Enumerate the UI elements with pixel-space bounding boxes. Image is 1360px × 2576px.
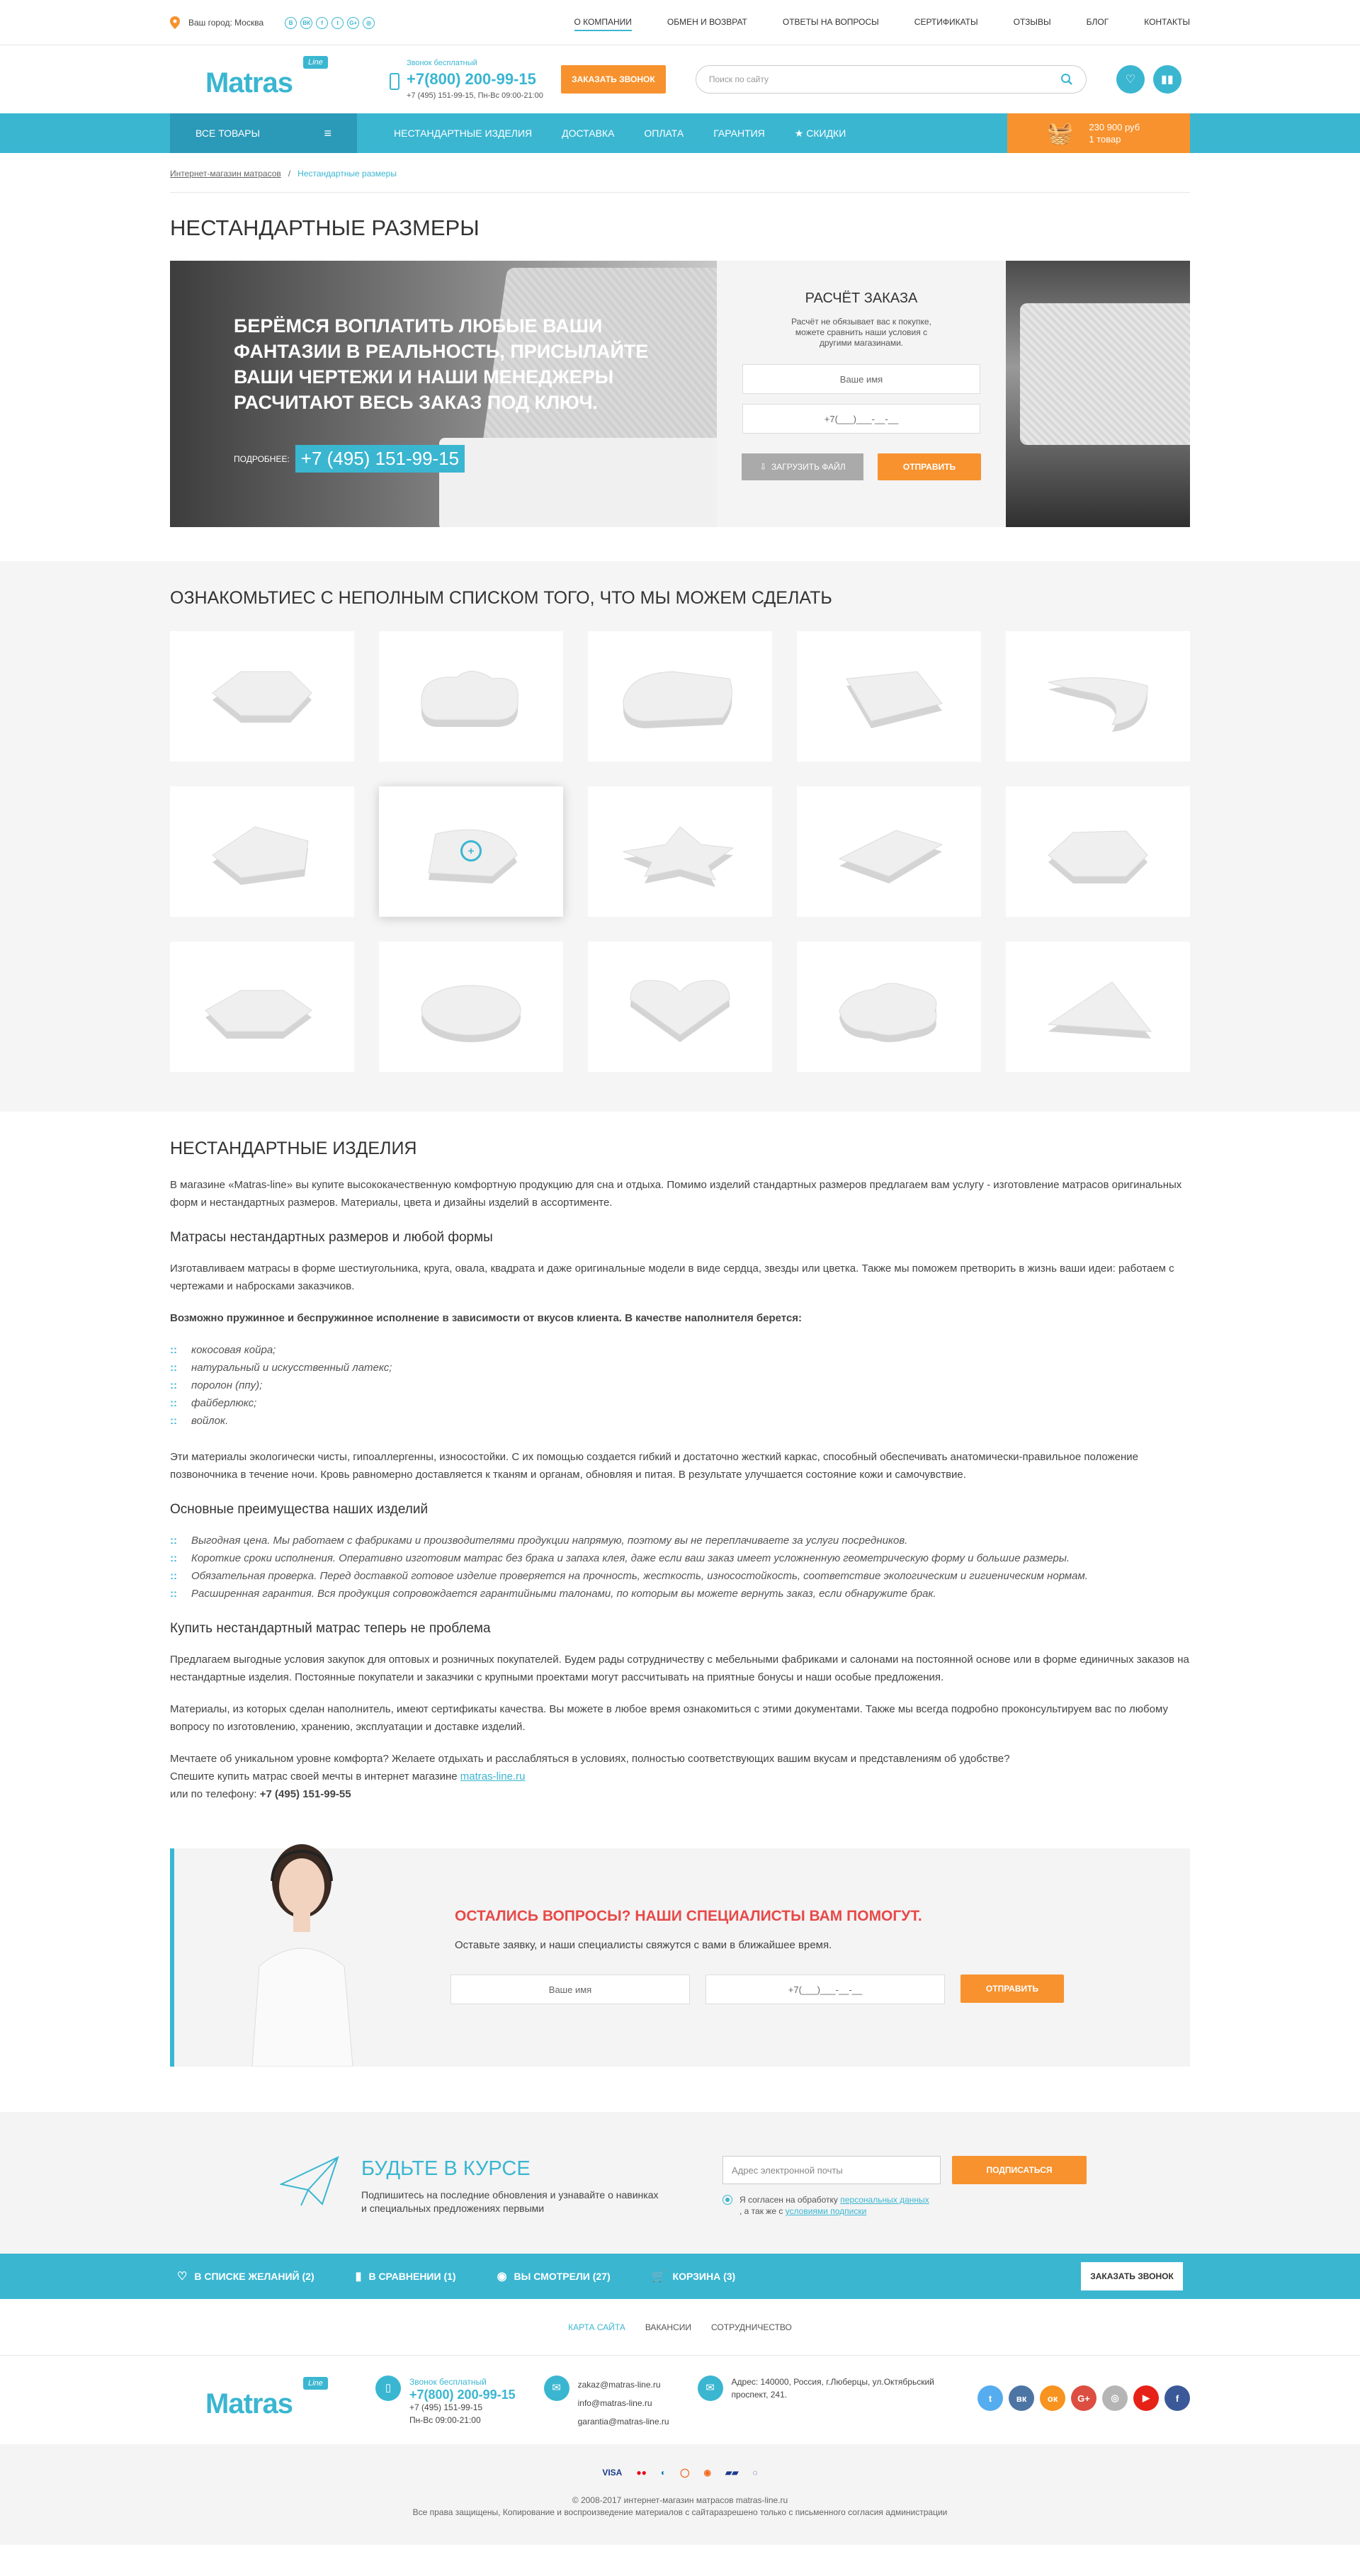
shop-link[interactable]: matras-line.ru: [460, 1770, 526, 1783]
article-cert-text: Материалы, из которых сделан наполнитель, имеют сертификаты качества. Вы можете в любое время ознакомиться с этими документами. Также мы всегда подробно проконсультируем вас по любому вопросу по изготовлению, хранению, эксплуатации и доставке изделий.: [170, 1703, 1168, 1733]
hero-more-label: ПОДРОБНЕЕ:: [234, 453, 290, 464]
header: [0, 45, 1360, 113]
list-item: :: Расширенная гарантия. Вся продукция сопровождается гарантийными талонами, по которым вы можете вернуть заказ, если обнаружите брак.: [170, 1585, 1190, 1603]
bottom-wishlist-label: В СПИСКЕ ЖЕЛАНИЙ (2): [194, 2271, 314, 2282]
header-phone-block: [390, 59, 543, 100]
facebook-icon[interactable]: f: [1164, 2385, 1190, 2411]
footer-hours: Пн-Вс 09:00-21:00: [409, 2415, 481, 2425]
mattress-pentagon-image: [184, 806, 340, 898]
article-wholesale-text: Предлагаем выгодные условия закупок для оптовых и розничных покупателей. Будем рады сотрудничеству с мебельными фабриками и салонами на постоянной основе или в форме единичных заказов на нестандартные изделия. Постоянные покупатели и заказчики с крупными проектами могут рассчитывать на приятные бонусы и наши особые предложения.: [170, 1654, 1189, 1683]
mattress-hexagon-3-image: [184, 961, 340, 1053]
personal-data-link[interactable]: персональных данных: [840, 2195, 929, 2205]
compare-icon[interactable]: ▮▮: [1153, 65, 1182, 94]
gallery-item[interactable]: [170, 786, 354, 917]
mattress-cloud-image: [393, 650, 549, 742]
phone-line-text: или по телефону:: [170, 1788, 260, 1800]
calc-title: РАСЧЁТ ЗАКАЗА: [805, 290, 918, 306]
calc-name-field[interactable]: Ваше имя: [742, 364, 980, 394]
article: [170, 1112, 1190, 2067]
footer-phone-label: Звонок бесплатный: [409, 2377, 487, 2387]
article-forms-text: Изготавливаем матрасы в форме шестиугольника, круга, овала, квадрата и даже оригинальные модели в виде сердца, звезды или цветка. Также мы поможем претворить в жизнь ваши идеи: работаем с чертежами и набросками заказчиков.: [170, 1262, 1174, 1292]
cart-count: 1 товар: [1089, 134, 1121, 145]
all-goods-label: ВСЕ ТОВАРЫ: [196, 128, 260, 139]
gallery-item[interactable]: [588, 631, 772, 762]
bottom-viewed[interactable]: [497, 2269, 611, 2283]
star-icon: ★: [794, 127, 807, 139]
payment-methods: [0, 2467, 1360, 2479]
breadcrumb-home[interactable]: Интернет-магазин матрасов: [170, 169, 281, 179]
hero-phone[interactable]: +7 (495) 151-99-15: [295, 445, 465, 473]
cart-icon: 🛒: [651, 2271, 666, 2283]
paper-plane-icon: [280, 2156, 339, 2207]
facebook-icon[interactable]: f: [316, 17, 328, 29]
footer-emails: [544, 2376, 669, 2431]
hero-more: [234, 445, 465, 473]
list-item: :: войлок.: [170, 1412, 1190, 1430]
menu-item-nonstandard[interactable]: НЕСТАНДАРТНЫЕ ИЗДЕЛИЯ: [394, 127, 533, 139]
payment-icon: ◌: [752, 2468, 758, 2478]
footer-logo[interactable]: [205, 2376, 361, 2425]
mattress-heart-image: [602, 961, 758, 1053]
order-call-button[interactable]: ЗАКАЗАТЬ ЗВОНОК: [561, 65, 666, 94]
upload-label: ЗАГРУЗИТЬ ФАЙЛ: [771, 462, 846, 472]
gallery-item[interactable]: [797, 786, 981, 917]
breadcrumb: [170, 153, 1190, 193]
instagram-icon[interactable]: ◎: [363, 17, 375, 29]
calc-phone-field[interactable]: +7(___)___-__-__: [742, 404, 980, 434]
article-phone-line: [170, 1785, 1190, 1803]
google-plus-icon[interactable]: G+: [347, 17, 359, 29]
top-nav: [574, 14, 1190, 31]
odnoklassniki-icon[interactable]: ок: [1040, 2385, 1065, 2411]
phone-number[interactable]: +7(800) 200-99-15: [407, 70, 536, 88]
mattress-rect-slim-image: [811, 806, 967, 898]
footer-address-text: Адрес: 140000, Россия, г.Люберцы, ул.Октябрьский проспект, 241.: [731, 2377, 934, 2400]
copyright-line-1: © 2008-2017 интернет-магазин матрасов matras-line.ru: [572, 2495, 788, 2505]
menu-item-discounts[interactable]: [795, 128, 846, 140]
consent-radio[interactable]: [722, 2195, 732, 2205]
list-item: :: Короткие сроки исполнения. Оперативно изготовим матрас без брака и запаха клея, даже если ваш заказ имеет усложненную геометрическую форму и большие размеры.: [170, 1549, 1190, 1567]
breadcrumb-separator: /: [288, 169, 291, 179]
search-icon[interactable]: [1060, 73, 1073, 86]
breadcrumb-current: Нестандартные размеры: [298, 169, 397, 179]
gallery-grid: [170, 631, 1190, 1072]
qiwi-icon: ◯: [680, 2468, 690, 2478]
list-item: :: кокосовая койра;: [170, 1341, 1190, 1359]
footer-email-1[interactable]: zakaz@matras-line.ru: [577, 2380, 661, 2390]
gallery-item[interactable]: [379, 942, 563, 1072]
menu-item-delivery[interactable]: ДОСТАВКА: [562, 127, 615, 139]
bottom-compare-label: В СРАВНЕНИИ (1): [368, 2271, 456, 2282]
partnership-link[interactable]: СОТРУДНИЧЕСТВО: [711, 2322, 792, 2332]
wishlist-heart-icon[interactable]: ♡: [1116, 65, 1145, 94]
mattress-star-image: [602, 806, 758, 898]
map-icon: ✉: [698, 2376, 723, 2401]
mattress-oval-image: [393, 961, 549, 1053]
mattress-side-image: [1020, 303, 1190, 445]
social-icon[interactable]: В: [285, 17, 297, 29]
list-item: :: поролон (ппу);: [170, 1377, 1190, 1394]
article-intro: В магазине «Matras-line» вы купите высококачественную комфортную продукцию для сна и отдыха. Помимо изделий стандартных размеров предлагаем вам услугу - изготовление матрасов оригинальных форм и нестандартных размеров. Материалы, цвета и дизайны изделий в ассортименте.: [170, 1179, 1182, 1209]
menu-items: [394, 128, 846, 140]
gallery-item[interactable]: [588, 942, 772, 1072]
upload-file-button[interactable]: [742, 453, 863, 480]
webmoney-icon: ▰▰: [725, 2468, 739, 2478]
footer-email-2[interactable]: info@matras-line.ru: [577, 2398, 652, 2408]
mattress-rounded-rect-image: [602, 650, 758, 742]
subscribe-title: БУДЬТЕ В КУРСЕ: [361, 2157, 531, 2180]
heading-forms: Матрасы нестандартных размеров и любой формы: [170, 1230, 493, 1245]
article-shop-line: [170, 1768, 1190, 1785]
heading-buy: Купить нестандартный матрас теперь не проблема: [170, 1621, 491, 1636]
page-title: НЕСТАНДАРТНЫЕ РАЗМЕРЫ: [170, 215, 480, 240]
hamburger-icon: ≡: [324, 125, 332, 140]
phone-icon: ▯: [375, 2376, 401, 2401]
topnav-certificates[interactable]: СЕРТИФИКАТЫ: [914, 17, 978, 27]
all-goods-button[interactable]: [170, 113, 357, 153]
gallery-item[interactable]: [1006, 631, 1190, 762]
article-phone[interactable]: +7 (495) 151-99-55: [259, 1788, 351, 1800]
gallery-item[interactable]: [1006, 942, 1190, 1072]
hero-banner: [170, 261, 1190, 527]
topnav-contacts[interactable]: КОНТАКТЫ: [1144, 17, 1190, 27]
list-item: :: натуральный и искусственный латекс;: [170, 1359, 1190, 1377]
menu-item-payment[interactable]: ОПЛАТА: [644, 127, 684, 139]
footer-email-3[interactable]: garantia@matras-line.ru: [577, 2417, 669, 2427]
mattress-triangle-image: [1020, 961, 1176, 1053]
footer: [0, 2356, 1360, 2444]
consent-text-b: , а так же с: [740, 2206, 786, 2216]
questions-name-field[interactable]: Ваше имя: [450, 1975, 690, 2004]
eye-icon: ◉: [497, 2271, 507, 2283]
consultant-photo: [231, 1831, 370, 2067]
questions-phone-field[interactable]: +7(___)___-__-__: [706, 1975, 945, 2004]
subscribe-text: Подпишитесь на последние обновления и узнавайте о навинках и специальных предложениях первыми: [361, 2189, 659, 2214]
questions-subtitle: Оставьте заявку, и наши специалисты свяжутся с вами в ближайшее время.: [455, 1939, 832, 1951]
gallery-item[interactable]: [379, 786, 563, 917]
subscribe-button[interactable]: ПОДПИСАТЬСЯ: [952, 2156, 1087, 2184]
gallery-item[interactable]: [170, 942, 354, 1072]
search-placeholder: Поиск по сайту: [708, 74, 769, 84]
subscribe-email-field[interactable]: Адрес электронной почты: [722, 2156, 941, 2184]
list-item: :: Обязательная проверка. Перед доставкой готовое изделие проверяется на прочность, жесткость, износостойкость, соответствие экологическим и гигиеническим нормам.: [170, 1567, 1190, 1585]
phone-label: Звонок бесплатный: [407, 59, 477, 67]
shapes-gallery: [0, 561, 1360, 1112]
gallery-item[interactable]: [797, 631, 981, 762]
footer-address: [698, 2376, 939, 2401]
footer-logo-text: Matras: [205, 2388, 293, 2419]
mail-icon: ✉: [544, 2376, 570, 2401]
gallery-item[interactable]: [588, 786, 772, 917]
gallery-item[interactable]: [170, 631, 354, 762]
discounts-label: СКИДКИ: [806, 127, 846, 139]
footer-phone2[interactable]: +7 (495) 151-99-15: [409, 2402, 483, 2412]
mattress-edge-image: [439, 438, 717, 527]
heading-advantages: Основные преимущества наших изделий: [170, 1502, 429, 1517]
mastercard-icon: ●●: [636, 2468, 647, 2478]
sitemap-link[interactable]: КАРТА САЙТА: [568, 2322, 625, 2332]
questions-send-button[interactable]: ОТПРАВИТЬ: [960, 1975, 1064, 2003]
topnav-blog[interactable]: БЛОГ: [1086, 17, 1109, 27]
mattress-rect-image: [811, 650, 967, 742]
calc-desc: Расчёт не обязывает вас к покупке, можете сравнить наши условия с другими магазинами.: [791, 317, 931, 348]
mattress-crescent-image: [1020, 650, 1176, 742]
logo-text: Matras: [205, 67, 293, 98]
gallery-item[interactable]: [797, 942, 981, 1072]
subscription-terms-link[interactable]: условиями подписки: [785, 2206, 867, 2216]
zoom-icon[interactable]: +: [460, 840, 482, 862]
footer-phone: [375, 2376, 516, 2427]
footer-links: [0, 2299, 1360, 2356]
bottom-compare[interactable]: [356, 2269, 456, 2283]
advantages-list: [170, 1532, 1190, 1603]
consent-text-a: Я согласен на обработку: [740, 2195, 841, 2205]
topnav-exchange[interactable]: ОБМЕН И ВОЗВРАТ: [667, 17, 747, 27]
article-fill-text: Возможно пружинное и беспружинное исполнение в зависимости от вкусов клиента. В качестве наполнителя берется:: [170, 1312, 803, 1324]
bottom-viewed-label: ВЫ СМОТРЕЛИ (27): [514, 2271, 611, 2282]
mattress-flower-image: [811, 961, 967, 1053]
copyright-section: [0, 2444, 1360, 2545]
instagram-icon[interactable]: ◎: [1102, 2385, 1128, 2411]
calc-send-button[interactable]: ОТПРАВИТЬ: [878, 453, 981, 480]
vk-icon[interactable]: ВК: [300, 17, 312, 29]
footer-phone-number[interactable]: +7(800) 200-99-15: [409, 2388, 516, 2402]
bottom-wishlist[interactable]: [177, 2269, 314, 2283]
vacancies-link[interactable]: ВАКАНСИИ: [645, 2322, 692, 2332]
phone-icon: [390, 73, 400, 90]
compare-icon: ▮: [355, 2271, 362, 2283]
logo[interactable]: [205, 55, 361, 104]
youtube-icon[interactable]: ▶: [1133, 2385, 1159, 2411]
questions-title: ОСТАЛИСЬ ВОПРОСЫ? НАШИ СПЕЦИАЛИСТЫ ВАМ ПОМОГУТ.: [455, 1908, 922, 1924]
menu-item-warranty[interactable]: ГАРАНТИЯ: [713, 127, 765, 139]
topnav-about[interactable]: О КОМПАНИИ: [574, 14, 632, 31]
twitter-icon[interactable]: t: [978, 2385, 1003, 2411]
hero-text: БЕРЁМСЯ ВОПЛАТИТЬ ЛЮБЫЕ ВАШИ ФАНТАЗИИ В РЕАЛЬНОСТЬ, ПРИСЫЛАЙТЕ ВАШИ ЧЕРТЕЖИ И НАШИ МЕНЕДЖЕРЫ РАСЧИТАЮТ ВЕСЬ ЗАКАЗ ПОД КЛЮЧ.: [234, 315, 649, 413]
mattress-hexagon-2-image: [1020, 806, 1176, 898]
order-calc-form: [717, 261, 1006, 527]
bottom-cart[interactable]: [652, 2269, 736, 2283]
cart-widget[interactable]: [1007, 113, 1190, 153]
basket-icon: 🧺: [1047, 121, 1074, 145]
footer-social: [978, 2385, 1190, 2411]
subscribe-section: [0, 2112, 1360, 2254]
list-item: :: файберлюкс;: [170, 1394, 1190, 1412]
phone-sub: +7 (495) 151-99-15, Пн-Вс 09:00-21:00: [407, 91, 543, 100]
visa-icon: VISA: [602, 2468, 623, 2478]
article-materials-text: Эти материалы экологически чисты, гипоаллергенны, износостойки. С их помощью создается гибкий и достаточно жесткий каркас, способный обеспечивать анатомически-правильное положение позвоночника в течение ночи. Кровь равномерно доставляется к тканям и органам, обновляя и питая. В результате улучшается состояние кожи и самочувствие.: [170, 1451, 1138, 1481]
questions-form: [170, 1848, 1190, 2067]
list-item: :: Выгодная цена. Мы работаем с фабриками и производителями продукции напрямую, поэтому вы не переплачиваете за услуги посредников.: [170, 1532, 1190, 1549]
maestro-icon: ◐: [660, 2468, 667, 2478]
cart-sum: 230 900 руб: [1089, 122, 1140, 132]
topnav-faq[interactable]: ОТВЕТЫ НА ВОПРОСЫ: [782, 17, 879, 27]
hero-image: [170, 261, 717, 527]
city-label: Ваш город: Москва: [188, 18, 264, 28]
bottom-cart-label: КОРЗИНА (3): [672, 2271, 736, 2282]
upload-icon: ⇩: [759, 462, 772, 472]
logo-badge: Line: [303, 56, 328, 69]
location-pin-icon: [170, 16, 180, 29]
twitter-icon[interactable]: t: [332, 17, 344, 29]
hero-side-image: [1006, 261, 1190, 527]
google-plus-icon[interactable]: G+: [1071, 2385, 1096, 2411]
fillers-list: [170, 1341, 1190, 1430]
city-selector[interactable]: [170, 16, 264, 29]
top-bar: [0, 0, 1360, 45]
search-input[interactable]: [696, 65, 1087, 94]
mattress-hexagon-image: [184, 650, 340, 742]
subscribe-consent[interactable]: [722, 2194, 992, 2217]
bottom-bar: [0, 2254, 1360, 2299]
footer-logo-badge: Line: [303, 2377, 328, 2390]
article-dream-text: Мечтаете об уникальном уровне комфорта? Желаете отдыхать и расслабляться в условиях, полностью соответствующих вашим вкусам и представлениям об удобстве?: [170, 1753, 1010, 1765]
shop-line-text: Спешите купить матрас своей мечты в интернет магазине: [170, 1770, 460, 1783]
gallery-item[interactable]: [379, 631, 563, 762]
article-title: НЕСТАНДАРТНЫЕ ИЗДЕЛИЯ: [170, 1139, 417, 1158]
yandex-money-icon: ◉: [703, 2468, 712, 2478]
vk-icon[interactable]: вк: [1009, 2385, 1034, 2411]
social-links: [285, 17, 375, 29]
gallery-title: ОЗНАКОМЬТИЕС С НЕПОЛНЫМ СПИСКОМ ТОГО, ЧТО МЫ МОЖЕМ СДЕЛАТЬ: [170, 588, 832, 608]
gallery-item[interactable]: [1006, 786, 1190, 917]
copyright-line-2: Все права защищены, Копирование и воспроизведение материалов с сайтаразрешено только с письменного согласия администрации: [412, 2507, 948, 2517]
main-menu: [0, 113, 1360, 153]
topnav-reviews[interactable]: ОТЗЫВЫ: [1013, 17, 1051, 27]
bottom-call-button[interactable]: ЗАКАЗАТЬ ЗВОНОК: [1081, 2262, 1183, 2290]
heart-icon: ♡: [177, 2271, 188, 2283]
